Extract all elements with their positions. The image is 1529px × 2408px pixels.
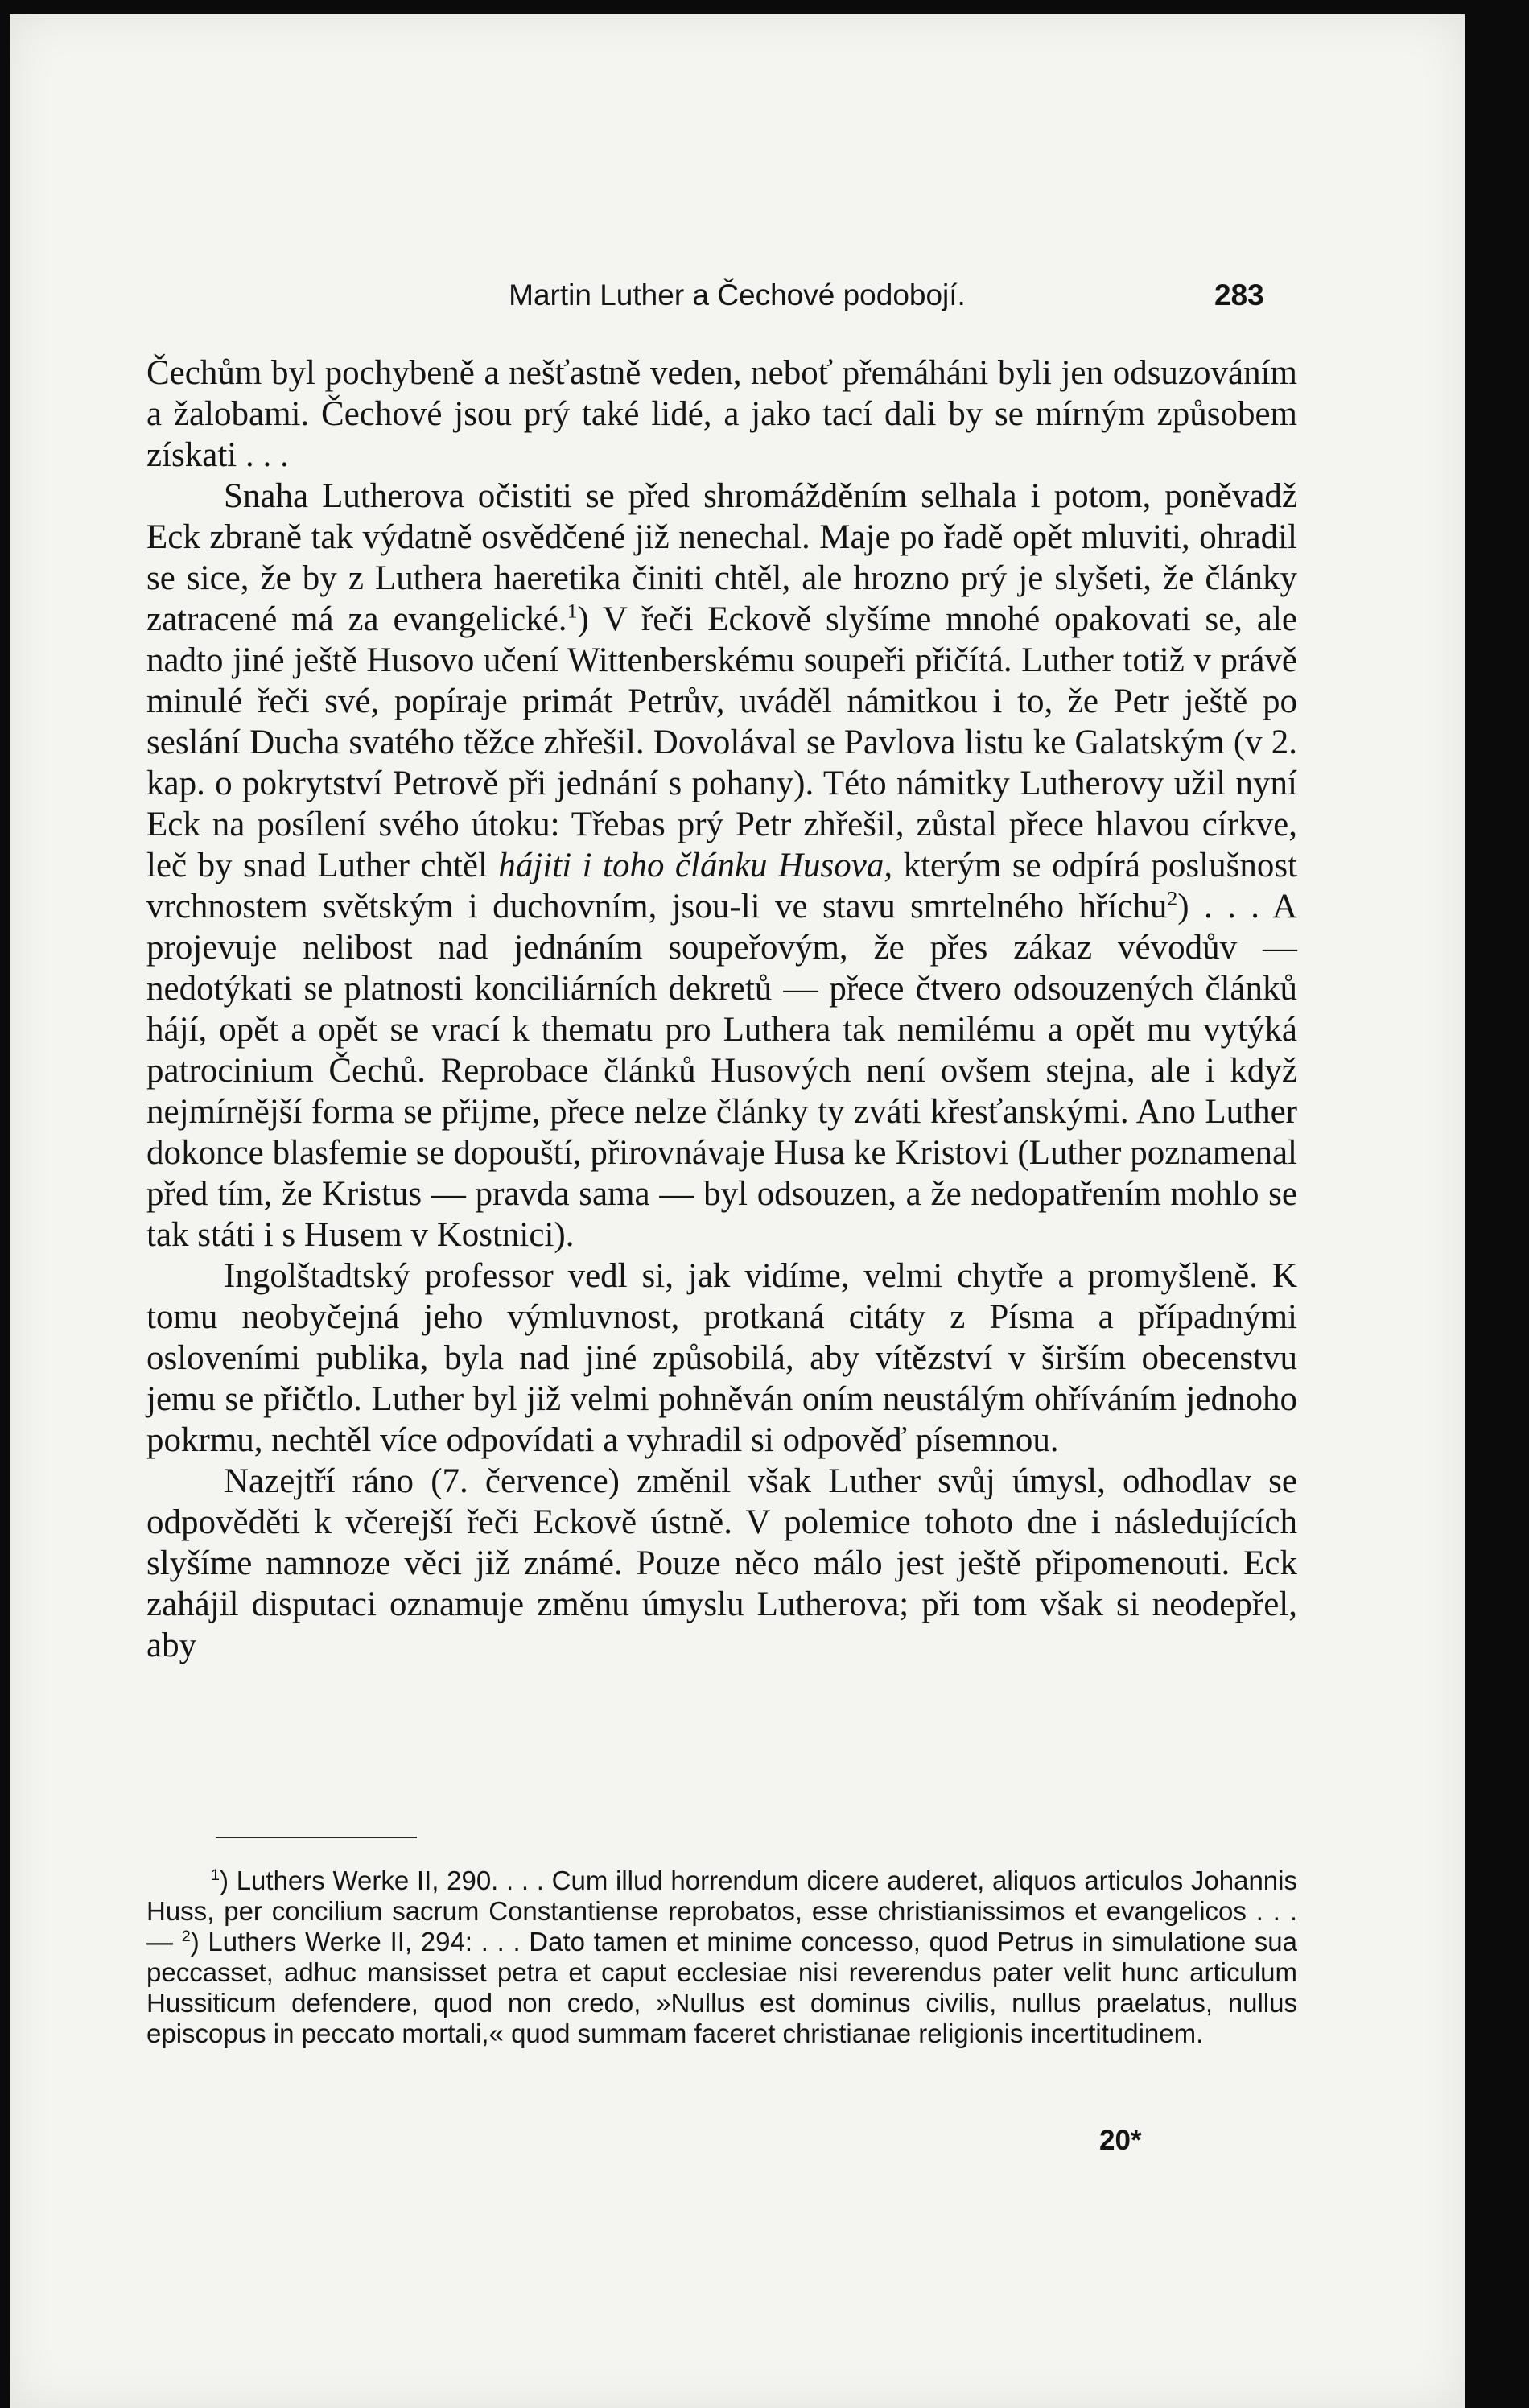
signature-mark: 20* [1099, 2125, 1142, 2156]
paragraph-4: Nazejtří ráno (7. července) změnil však Luther svůj úmysl, odhodlav se odpověděti k včerejší řeči Eckově ústně. V polemice tohoto dne i následujících slyšíme namnoze věci již známé. Pouze něco málo jest ještě připomenouti. Eck zahájil disputaci oznamuje změnu úmyslu Lutherova; při tom však si neodepřel, aby [146, 1462, 1297, 1664]
paragraph-2 [146, 476, 1297, 1256]
paragraph-2-part-a: Snaha Lutherova očistiti se před shromážděním selhala i potom, poněvadž Eck zbraně tak výdatně osvědčené již nenechal. Maje po řadě opět mluviti, ohradil se sice, že by z Luthera haeretika činiti chtěl, ale hrozno prý je slyšeti, že články zatracené má za evangelické. [146, 477, 1297, 638]
footnote-ref-1: 1 [567, 599, 578, 623]
paragraph-1: Čechům byl pochybeně a nešťastně veden, neboť přemáháni byli jen odsuzováním a žalobami. Čechové jsou prý také lidé, a jako tací dali by se mírným způsobem získati . . . [146, 354, 1297, 474]
italic-quote: hájiti i toho článku Husova, [498, 847, 893, 884]
footnote-2-text: ) Luthers Werke II, 294: . . . Dato tamen et minime concesso, quod Petrus in simulatione sua peccasset, adhuc mansisset petra et caput ecclesiae nisi reverendus pater velit hunc articulum Hussiticum defendere, quod non credo, »Nullus est dominus civilis, nullus praelatus, nullus episcopus in peccato mortali,« quod summam faceret christianae religionis incertitudinem. [146, 1927, 1298, 2048]
footnotes [146, 1866, 1297, 2049]
footnote-ref-2: 2 [1167, 886, 1178, 910]
footnote-1-mark: 1 [211, 1866, 220, 1884]
paragraph-2-part-b: ) V řeči Eckově slyšíme mnohé opakovati se, ale nadto jiné ještě Husovo učení Wittenberskému soupeři přičítá. Luther totiž v právě minulé řeči své, popíraje primát Petrův, uváděl námitkou i to, že Petr ještě po seslání Ducha svatého těžce zhřešil. Dovolával se Pavlova listu ke Galatským (v 2. kap. o pokrytství Petrově při jednání s pohany). Této námitky Lutherovy užil nyní Eck na posílení svého útoku: Třebas prý Petr zhřešil, zůstal přece hlavou církve, leč by snad Luther chtěl [146, 600, 1297, 884]
footnote-1-text: ) Luthers Werke II, 290. . . . Cum illud horrendum dicere auderet, aliquos articulos Johannis Huss, per concilium sacrum Constantiense reprobatos, esse christianissimos et evangelicos . . . — [146, 1866, 1297, 1956]
paragraph-2-part-c: kterým se odpírá poslušnost vrchnostem světským i duchovním, jsou-li ve stavu smrtelného hříchu [146, 847, 1297, 926]
page-number: 283 [1214, 278, 1264, 311]
footnote-divider [216, 1837, 417, 1838]
paragraph-2-part-d: ) . . . A projevuje nelibost nad jednáním soupeřovým, že přes zákaz vévodův — nedotýkati se platnosti konciliárních dekretů — přece čtvero odsouzených článků hájí, opět a opět se vrací k thematu pro Luthera tak nemilému a opět mu vytýká patrocinium Čechů. Reprobace článků Husových není ovšem stejna, ale i když nejmírnější forma se přijme, přece nelze články ty zváti křesťanskými. Ano Luther dokonce blasfemie se dopouští, přirovnávaje Husa ke Kristovi (Luther poznamenal před tím, že Kristus — pravda sama — byl odsouzen, a že nedopatřením mohlo se tak státi i s Husem v Kostnici). [146, 888, 1298, 1254]
page-header [10, 277, 1465, 325]
footnote-block [146, 1866, 1297, 2049]
paragraph-3: Ingolštadtský professor vedl si, jak vidíme, velmi chytře a promyšleně. K tomu neobyčejná jeho výmluvnost, protkaná citáty z Písma a případnými osloveními publika, byla nad jiné způsobilá, aby vítězství v širším obecenstvu jemu se přičtlo. Luther byl již velmi pohněván oním neustálým ohříváním jednoho pokrmu, nechtěl více odpovídati a vyhradil si odpověď písemnou. [146, 1257, 1297, 1459]
book-page [10, 14, 1465, 2408]
main-text [146, 353, 1297, 1666]
footnote-2-mark: 2 [181, 1928, 191, 1945]
running-title: Martin Luther a Čechové podobojí. [509, 278, 966, 311]
